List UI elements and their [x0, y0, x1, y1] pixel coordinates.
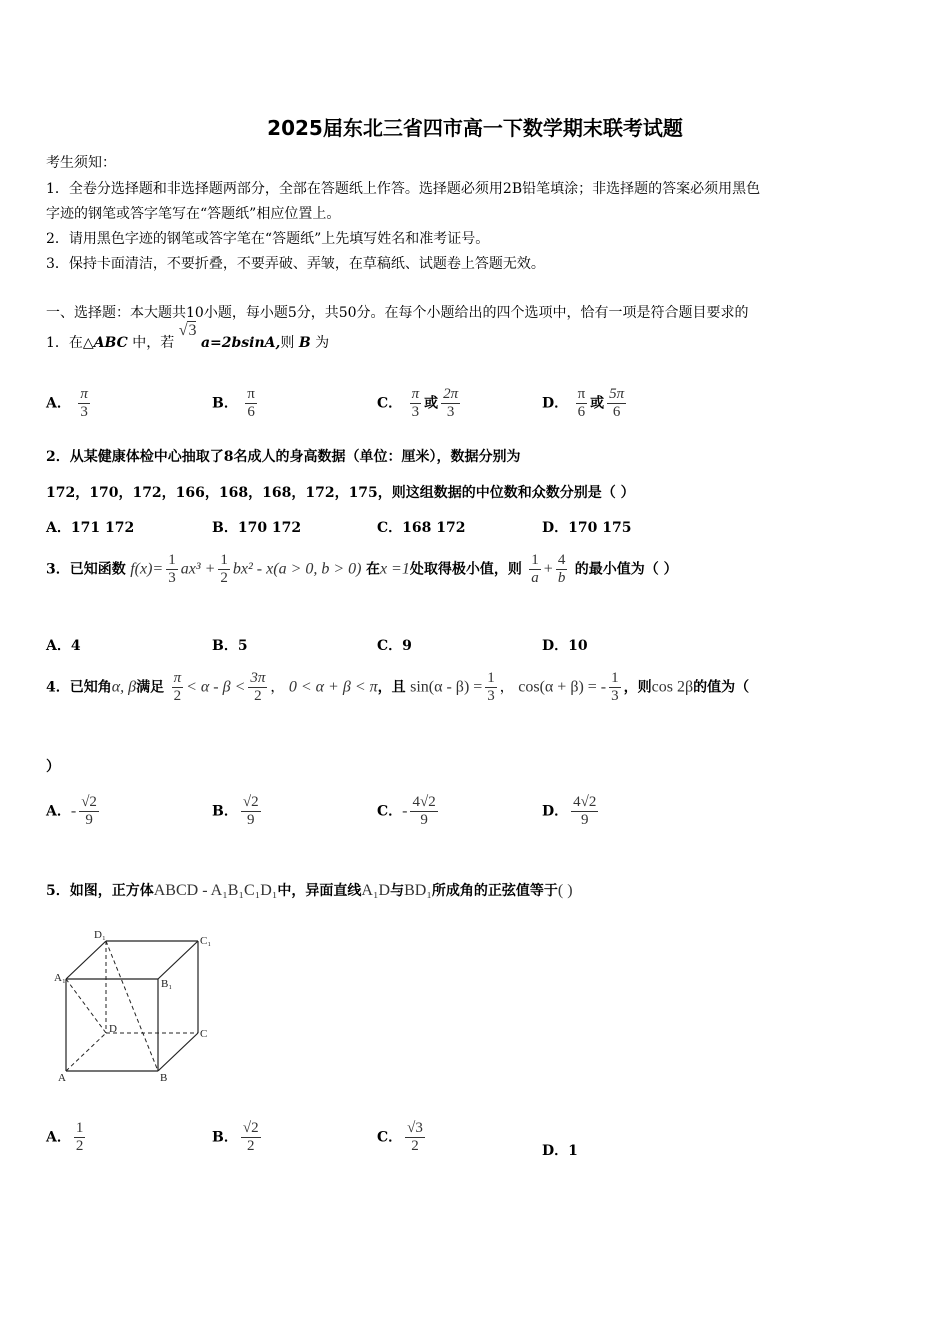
- q1-option-d[interactable]: D． $\frac{\pi}{6}$ 或 $\frac{5\pi}{6}$: [542, 386, 625, 420]
- cube-figure: [50, 925, 220, 1085]
- question-3: 3．已知函数 f(x)= $\frac{1}{3}$ ax³ + $\frac{1}{2}$ bx² - x(a > 0, b > 0) 在x =1处取得极小值，则 $\frac{1}{a}$ + $\frac{4}{b}$ 的最小值为（ ）: [46, 552, 678, 586]
- question-5: 5．如图，正方体ABCD - A₁B₁C₁D₁中，异面直线A₁D与BD₁所成角的正弦值等于( ): [46, 882, 573, 899]
- label-a1: A₁: [54, 972, 66, 984]
- question-2-line-1: 2．从某健康体检中心抽取了8名成人的身高数据（单位：厘米），数据分别为: [46, 449, 521, 465]
- notice-item-2: 2．请用黑色字迹的钢笔或答字笔在“答题纸”上先填写姓名和准考证号。: [46, 231, 490, 247]
- q2-option-d[interactable]: D．170 175: [542, 520, 632, 536]
- q3-option-d[interactable]: D．10: [542, 638, 588, 654]
- q3-option-a[interactable]: A．4: [46, 638, 81, 654]
- label-b: B: [160, 1072, 168, 1084]
- q5-option-c[interactable]: C． $\frac{√3}{2}$: [377, 1120, 423, 1154]
- label-d: D: [109, 1023, 117, 1035]
- q2-option-c[interactable]: C．168 172: [377, 520, 466, 536]
- q5-option-d[interactable]: D．1: [542, 1143, 578, 1159]
- q1-option-c[interactable]: C． $\frac{\pi}{3}$ 或 $\frac{2\pi}{3}$: [377, 386, 459, 420]
- q1-option-b[interactable]: B． $\frac{\pi}{6}$: [212, 386, 255, 420]
- notice-heading: 考生须知：: [46, 155, 116, 171]
- label-c1: C₁: [200, 935, 212, 947]
- notice-item-1b: 字迹的钢笔或答字笔写在“答题纸”相应位置上。: [46, 206, 341, 222]
- notice-item-3: 3．保持卡面清洁，不要折叠，不要弄破、弄皱，在草稿纸、试题卷上答题无效。: [46, 256, 545, 272]
- page-title: 2025届东北三省四市高一下数学期末联考试题: [267, 116, 683, 140]
- q5-option-b[interactable]: B． $\frac{√2}{2}$: [212, 1120, 259, 1154]
- label-a: A: [58, 1072, 66, 1084]
- section-heading: 一、选择题：本大题共10小题，每小题5分，共50分。在每个小题给出的四个选项中，恰有一项是符合题目要求的: [46, 305, 749, 321]
- notice-item-1a: 1．全卷分选择题和非选择题两部分，全部在答题纸上作答。选择题必须用2B铅笔填涂；非选择题的答案必须用黑色: [46, 181, 761, 197]
- label-b1: B₁: [161, 978, 173, 990]
- question-4-close-paren: ）: [46, 759, 60, 775]
- q4-option-c[interactable]: C．- $\frac{4√2}{9}$: [377, 794, 436, 828]
- q4-option-a[interactable]: A．- $\frac{√2}{9}$: [46, 794, 97, 828]
- question-2-line-2: 172，170，172，166，168，168，172，175，则这组数据的中位数和众数分别是（ ）: [46, 485, 635, 501]
- question-4: 4．已知角α, β满足 $\frac{\pi}{2}$ < α - β < $\frac{3\pi}{2}$ ， 0 < α + β < π，且 sin(α - β) = $\frac{1}{3}$ ， cos(α + β) = - $\frac{1}{3}$ ，则cos 2β的值为（: [46, 670, 750, 704]
- q3-option-b[interactable]: B．5: [212, 638, 248, 654]
- q2-option-a[interactable]: A．171 172: [46, 520, 135, 536]
- question-1: 1．在△ABC 中，若 √3 a=2bsinA,则 B 为: [46, 322, 330, 351]
- q3-option-c[interactable]: C．9: [377, 638, 412, 654]
- q4-option-d[interactable]: D． $\frac{4√2}{9}$: [542, 794, 597, 828]
- label-c: C: [200, 1028, 208, 1040]
- q5-option-a[interactable]: A． $\frac{1}{2}$: [46, 1120, 84, 1154]
- q4-option-b[interactable]: B． $\frac{√2}{9}$: [212, 794, 259, 828]
- q1-option-a[interactable]: A． $\frac{\pi}{3}$: [46, 386, 88, 420]
- label-d1: D₁: [94, 929, 106, 941]
- q2-option-b[interactable]: B．170 172: [212, 520, 302, 536]
